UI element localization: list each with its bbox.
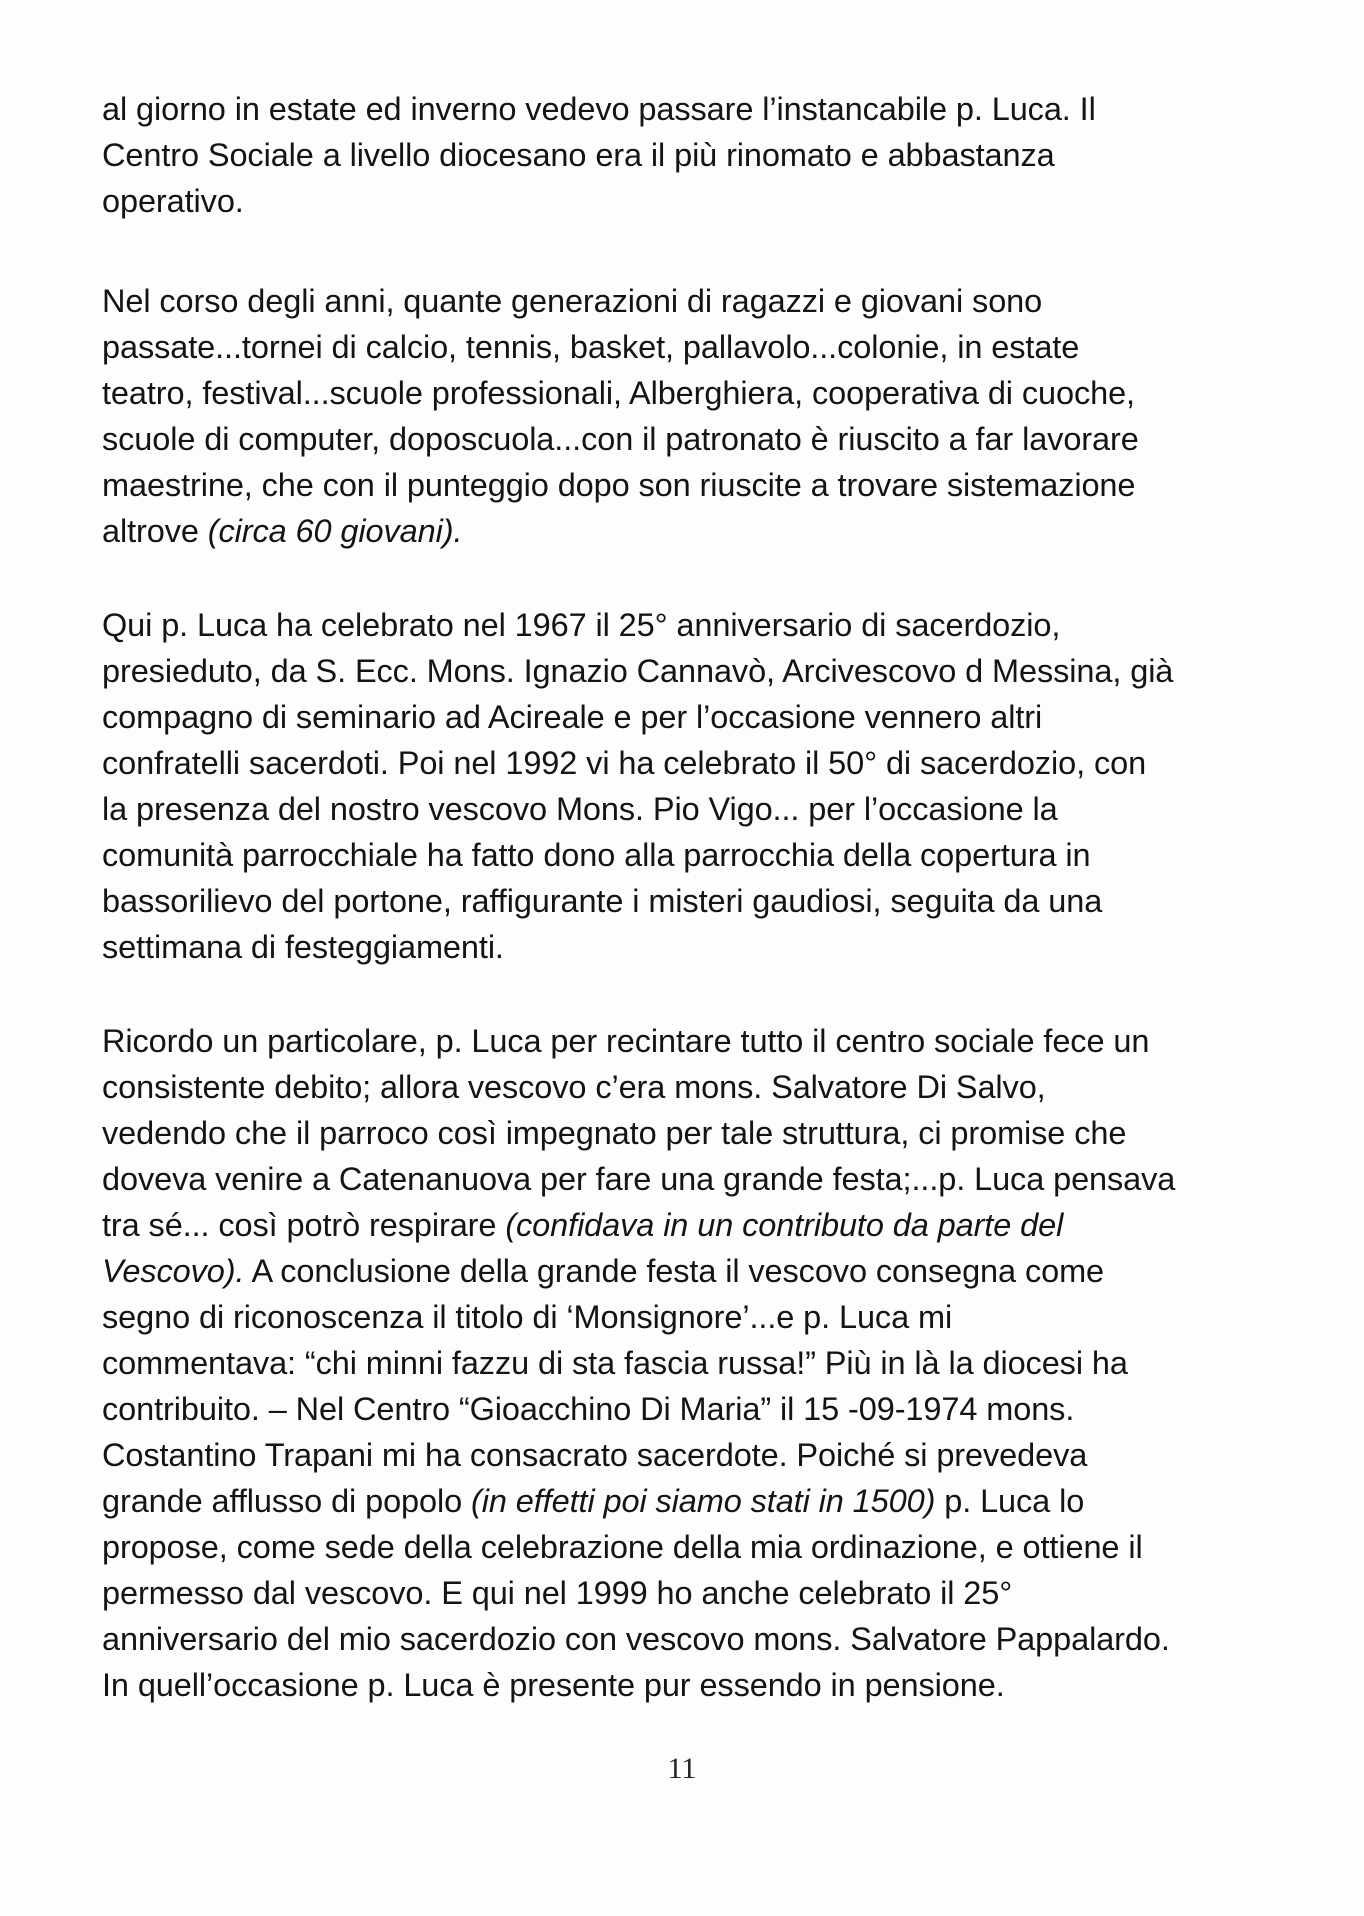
text-run: bassorilievo del portone, raffigurante i misteri gaudiosi, seguita da una — [102, 883, 1103, 919]
text-run: presieduto, da S. Ecc. Mons. Ignazio Cannavò, Arcivescovo d Messina, già — [102, 653, 1174, 689]
text-line — [102, 86, 1272, 132]
text-line — [102, 924, 1272, 970]
italic-text: (confidava in un contributo da parte del — [505, 1207, 1064, 1243]
text-run: p. Luca lo — [935, 1483, 1085, 1519]
text-run: In quell’occasione p. Luca è presente pur essendo in pensione. — [102, 1667, 1005, 1703]
text-run: settimana di festeggiamenti. — [102, 929, 504, 965]
text-line — [102, 416, 1272, 462]
text-line — [102, 1386, 1272, 1432]
text-line — [102, 1478, 1272, 1524]
text-line — [102, 1064, 1272, 1110]
text-line — [102, 132, 1272, 178]
text-run: passate...tornei di calcio, tennis, basket, pallavolo...colonie, in estate — [102, 329, 1080, 365]
text-line — [102, 832, 1272, 878]
text-line — [102, 1294, 1272, 1340]
text-line — [102, 278, 1272, 324]
text-run: permesso dal vescovo. E qui nel 1999 ho anche celebrato il 25° — [102, 1575, 1013, 1611]
italic-text: (circa 60 giovani). — [207, 513, 463, 549]
text-run: contribuito. – Nel Centro “Gioacchino Di Maria” il 15 -09-1974 mons. — [102, 1391, 1075, 1427]
text-run: altrove — [102, 513, 208, 549]
paragraph — [102, 1018, 1272, 1708]
text-run: maestrine, che con il punteggio dopo son riuscite a trovare sistemazione — [102, 467, 1136, 503]
text-run: doveva venire a Catenanuova per fare una grande festa;...p. Luca pensava — [102, 1161, 1176, 1197]
text-line — [102, 1570, 1272, 1616]
text-line — [102, 694, 1272, 740]
italic-text: Vescovo). — [102, 1253, 245, 1289]
text-run: Nel corso degli anni, quante generazioni di ragazzi e giovani sono — [102, 283, 1043, 319]
text-line — [102, 324, 1272, 370]
text-run: tra sé... così potrò respirare — [102, 1207, 506, 1243]
text-run: grande afflusso di popolo — [102, 1483, 472, 1519]
text-line — [102, 1202, 1272, 1248]
text-line — [102, 602, 1272, 648]
text-run: teatro, festival...scuole professionali, Alberghiera, cooperativa di cuoche, — [102, 375, 1135, 411]
text-run: compagno di seminario ad Acireale e per l’occasione vennero altri — [102, 699, 1043, 735]
text-line — [102, 1110, 1272, 1156]
text-run: operativo. — [102, 183, 244, 219]
text-line — [102, 1018, 1272, 1064]
paragraph — [102, 278, 1272, 554]
text-run: confratelli sacerdoti. Poi nel 1992 vi ha celebrato il 50° di sacerdozio, con — [102, 745, 1147, 781]
text-line — [102, 1662, 1272, 1708]
text-line — [102, 1156, 1272, 1202]
text-run: comunità parrocchiale ha fatto dono alla parrocchia della copertura in — [102, 837, 1091, 873]
text-line — [102, 370, 1272, 416]
text-run: Ricordo un particolare, p. Luca per recintare tutto il centro sociale fece un — [102, 1023, 1150, 1059]
text-run: Centro Sociale a livello diocesano era il più rinomato e abbastanza — [102, 137, 1055, 173]
text-line — [102, 178, 1272, 224]
italic-text: (in effetti poi siamo stati in 1500) — [471, 1483, 936, 1519]
text-run: la presenza del nostro vescovo Mons. Pio Vigo... per l’occasione la — [102, 791, 1058, 827]
text-line — [102, 786, 1272, 832]
text-run: segno di riconoscenza il titolo di ‘Monsignore’...e p. Luca mi — [102, 1299, 953, 1335]
text-run: anniversario del mio sacerdozio con vescovo mons. Salvatore Pappalardo. — [102, 1621, 1170, 1657]
text-run: commentava: “chi minni fazzu di sta fascia russa!” Più in là la diocesi ha — [102, 1345, 1128, 1381]
text-run: vedendo che il parroco così impegnato per tale struttura, ci promise che — [102, 1115, 1127, 1151]
text-line — [102, 878, 1272, 924]
text-line — [102, 1432, 1272, 1478]
page-number: 11 — [667, 1752, 697, 1785]
text-run: Qui p. Luca ha celebrato nel 1967 il 25° anniversario di sacerdozio, — [102, 607, 1061, 643]
text-line — [102, 648, 1272, 694]
body-text — [102, 86, 1272, 1756]
text-run: A conclusione della grande festa il vescovo consegna come — [244, 1253, 1105, 1289]
text-line — [102, 1340, 1272, 1386]
text-run: al giorno in estate ed inverno vedevo passare l’instancabile p. Luca. Il — [102, 91, 1096, 127]
text-line — [102, 1248, 1272, 1294]
text-run: consistente debito; allora vescovo c’era mons. Salvatore Di Salvo, — [102, 1069, 1046, 1105]
text-run: Costantino Trapani mi ha consacrato sacerdote. Poiché si prevedeva — [102, 1437, 1088, 1473]
text-run: scuole di computer, doposcuola...con il patronato è riuscito a far lavorare — [102, 421, 1139, 457]
text-line — [102, 1616, 1272, 1662]
text-line — [102, 1524, 1272, 1570]
text-line — [102, 462, 1272, 508]
paragraph — [102, 602, 1272, 970]
text-line — [102, 508, 1272, 554]
paragraph — [102, 86, 1272, 224]
text-run: propose, come sede della celebrazione della mia ordinazione, e ottiene il — [102, 1529, 1143, 1565]
text-line — [102, 740, 1272, 786]
